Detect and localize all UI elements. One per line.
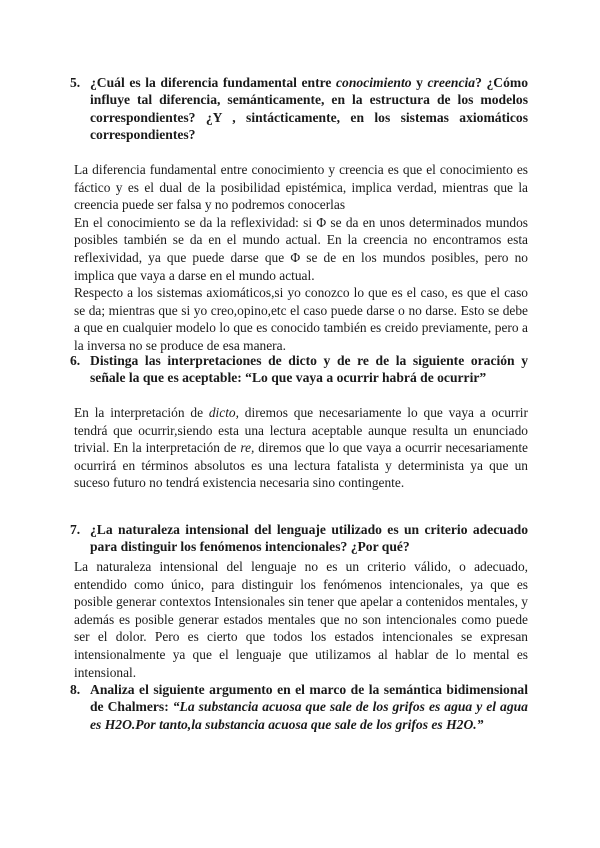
answer-paragraph: Respecto a los sistemas axiomáticos,si yo conozco lo que es el caso, es que el caso se da; mientras que si yo creo,opino,etc el caso puede darse o no darse. Esto se debe a que en cualquier modelo lo que es conocido también es creido previamente, pero a la inversa no se produce de esa manera. [74, 285, 528, 353]
answer-7 [74, 558, 528, 681]
answer-paragraph: En el conocimiento se da la reflexividad: si Φ se da en unos determinados mundos posibles también se da en el mundo actual. En la creencia no encontramos esta reflexividad, ya que puede darse que Φ se de en los mundos posibles, pero no implica que vaya a darse en el mundo actual. [74, 214, 528, 283]
question-text: ¿Cuál es la diferencia fundamental entre [90, 75, 337, 90]
answer-paragraph: La naturaleza intensional del lenguaje no es un criterio válido, o adecuado, entendido como único, para distinguir los fenómenos intencionales, ya que es posible generar contextos Intensionales sin tener que apelar a contenidos mentales, y además es posible generar estados mentales que no son intencionales como puede ser el dolor. Pero es cierto que todos los estados intencionales se expresan intensionalmente ya que el lenguaje que utilizamos al hablar de lo mental es intensional. [74, 559, 528, 680]
question-number: 5. [70, 75, 81, 90]
answer-paragraph [74, 404, 528, 492]
question-number: 7. [70, 522, 81, 537]
question-text: Analiza el siguiente argumento en el marco de la semántica bidimensional de Chalmers: [90, 682, 528, 715]
question-5 [70, 74, 528, 144]
answer-text: diremos que lo que vaya a ocurrir necesariamente ocurrirá en términos absolutos es una lectura fatalista y determinista ya que un suceso futuro no tendrá existencia necesaria sino contingente. [74, 440, 528, 491]
answer-text: diremos que necesariamente lo que vaya a ocurrir tendrá que ocurrir,siendo esta una lectura aceptable aunque resulta un enunciado trivial. En la interpretación de [74, 405, 528, 456]
question-number: 8. [70, 682, 81, 697]
question-text: ¿La naturaleza intensional del lenguaje utilizado es un criterio adecuado para distinguir los fenómenos intencionales? ¿Por qué? [90, 522, 528, 555]
question-8 [70, 681, 528, 733]
question-text: ? ¿Cómo influye tal diferencia, semánticamente, en la estructura de los modelos correspondientes? ¿Y , sintácticamente, en los sistemas axiomáticos correspondientes? [90, 75, 528, 143]
question-emphasis: conocimiento [336, 75, 412, 90]
answer-5 [74, 161, 528, 355]
answer-emphasis: re, [240, 440, 255, 456]
answer-emphasis: dicto, [208, 405, 239, 420]
question-7 [70, 521, 528, 556]
question-emphasis: creencia [427, 75, 476, 90]
answer-text: En la interpretación de [74, 405, 209, 420]
question-text: Distinga las interpretaciones de dicto y de re de la siguiente oración y señale la que es aceptable: “Lo que vaya a ocurrir habrá de ocurrir” [90, 353, 528, 386]
question-number: 6. [70, 353, 81, 368]
question-quote: “La substancia acuosa que sale de los grifos es agua y el agua es H2O.Por tanto,la substancia acuosa que sale de los grifos es H2O.” [90, 699, 528, 732]
answer-paragraph: La diferencia fundamental entre conocimiento y creencia es que el conocimiento es fáctico y es el dual de la posibilidad epistémica, implica verdad, mientras que la creencia puede ser falsa y no podremos conocerlas [74, 162, 528, 213]
answer-6 [74, 404, 528, 492]
question-text: y [411, 75, 428, 90]
question-6 [70, 352, 528, 387]
